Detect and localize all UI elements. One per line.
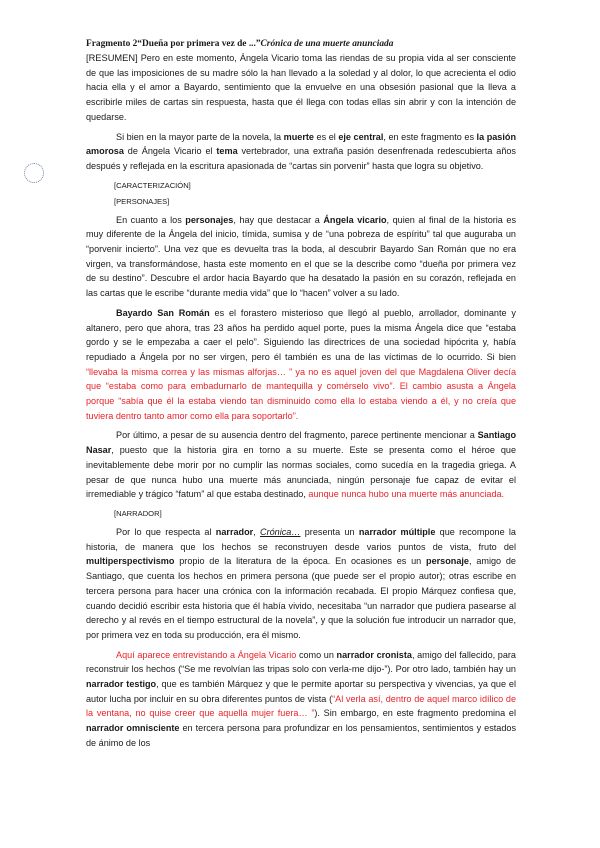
paragraph-personajes <box>86 213 516 301</box>
text-span: , que es también Márquez y que le permite aportar su perspectiva y vivencias, ya que el autor lucha por incluir en su obra diferentes puntos de vista ( <box>86 679 516 704</box>
text-span: vertebrador, una extraña pasión desenfrenada redescubierta años después y reflejada en la escritura apasionada de “cartas sin porvenir” hasta que logra su objetivo. <box>86 146 516 171</box>
text-span: en tercera persona para profundizar en los pensamientos, sentimientos y estados de ánimo de los <box>86 723 516 748</box>
paragraph-narrador <box>86 525 516 643</box>
bold-span: Santiago Nasar <box>86 430 516 456</box>
red-quote-span: “Al verla así, dentro de aquel marco idílico de la ventana, no quise creer que aquella mujer fuera… ” <box>86 693 516 719</box>
bold-span: narrador testigo <box>86 679 157 690</box>
text-span: presenta un <box>300 526 359 537</box>
text-span: que recompone la historia, de manera que los hechos se reconstruyen desde varios puntos de vista, fruto del <box>86 526 516 552</box>
bold-span: Ángela vicario <box>323 214 387 225</box>
paragraph-bayardo <box>86 306 516 424</box>
bold-span: multiperspectivismo <box>86 556 175 567</box>
label-resumen: [RESUMEN] <box>86 53 138 63</box>
text-span: Por lo que respecta al <box>116 526 216 537</box>
bold-span: narrador <box>215 526 254 537</box>
bold-span: narrador omnisciente <box>86 723 180 734</box>
text-span: , quien al final de la historia es muy diferente de la Ángela del inicio, tímida, sumisa y de “una pobreza de espíritu” tal que auguraba un “porvenir incierto”. Una vez que es devuelta tras la boda, al descubrir Bayardo San Román que no era virgen, va transformándose, hasta este momento en el que se la describe como “dueña por primera vez de su destino”. Descubre el ardor hacia Bayardo que ha desatado la pasión en su corazón, reflejada en las cartas que le escribe “durante media vida” que lo “hacen” volver a su lado. <box>86 214 517 299</box>
bold-span: personaje <box>426 556 469 567</box>
resumen-text: Pero en este momento, Ángela Vicario toma las riendas de su propia vida al ser consciente de que las imposiciones de su madre sólo la han llevado a la soledad y al dolor, lo que acrecienta el odio hacia ella y el amor a Bayardo, sentimiento que la envuelve en una obsesión pasional que la lleva a escribirle miles de cartas sin respuesta, hasta que él llega con todas ellas sin abrir y con la intención de quedarse. <box>86 53 516 122</box>
label-personajes: [PERSONAJES] <box>114 196 170 206</box>
bold-span: narrador múltiple <box>358 526 436 537</box>
text-span: propio de la literatura de la época. En ocasiones es un <box>174 556 427 567</box>
text-span: , amigo del fallecido, para reconstruir los hechos (“Se me revolvían las tripas solo con verla-me dijo-”). Por otro lado, también hay un <box>86 649 516 675</box>
bold-span: tema <box>216 146 238 157</box>
paragraph-cronista <box>86 648 516 751</box>
label-caracterizacion: [CARACTERIZACIÓN] <box>114 180 191 190</box>
text-span: es el forastero misterioso que llegó al pueblo, arrollador, dominante y altanero, pero que ahora, tras 23 años ha perdido aquel porte, pues la misma Ángela dice que “estaba gordo y se le empezaba a caer el pelo”. Siguiendo las directrices de una sociedad hipócrita y, había repudiado a Ángela por no ser virgen, pero él también es una de las víctimas de lo ocurrido. Si bien <box>86 307 516 362</box>
title-italic: Crónica de una muerte anunciada <box>260 39 394 49</box>
italic-title-span: Crónica… <box>260 526 301 537</box>
red-quote-span: aunque nunca hubo una muerte más anunciada. <box>308 489 505 500</box>
text-span: Si bien en la mayor parte de la novela, la <box>116 131 284 142</box>
text-span: En cuanto a los <box>116 214 186 225</box>
bold-span: muerte <box>283 131 314 142</box>
text-span: ). Sin embargo, en este fragmento predomina el <box>314 708 516 719</box>
text-span: es el <box>313 131 339 142</box>
paragraph-resumen <box>86 51 516 125</box>
bold-span: eje central <box>338 131 384 142</box>
text-span: , hay que destacar a <box>233 214 324 225</box>
red-quote-span: “llevaba la misma correa y las mismas alforjas… ” ya no es aquel joven del que Magdalena Oliver decía que “estaba como para embadurnarlo de mantequilla y comérselo vivo”. El cambio asusta a Ángela porque “sabía que él la estaba viendo tan disminuido como ella lo estaba viendo a él, y no creía que tuviera dentro tanto amor como ella para soportarlo”. <box>86 366 516 421</box>
text-span: como un <box>296 649 337 660</box>
text-span: , puesto que la historia gira en torno a su muerte. Este se presenta como el héroe que inevitablemente debe morir por no cumplir las normas sociales, como sucedía en la tragedia griega. A pesar de que nunca hubo una muerte más anunciada, ningún personaje fue capaz de evitar el irremediable y trágico “fatum” al que estaba destinado, <box>86 445 516 500</box>
comment-ring-icon <box>24 163 44 183</box>
document-page <box>86 38 516 751</box>
text-span: , amigo de Santiago, que cuenta los hechos en primera persona (que puede ser el propio autor); otras escribe en tercera persona para hacer una crónica con la información recabada. El propio Márquez confiesa que, cuando decidió escribir esta historia que él había vivido, necesitaba “un narrador que pudiera pasearse al derecho y al revés en el tiempo estructural de la novela”, y que la solución fue introducir un narrador que, por primera vez en toda su producción, era él mismo. <box>86 556 516 640</box>
bold-span: Bayardo San Román <box>116 307 210 318</box>
paragraph-santiago <box>86 428 516 502</box>
bold-span: la pasión amorosa <box>86 131 516 157</box>
text-span: , en este fragmento es <box>383 131 477 142</box>
bold-span: narrador cronista <box>336 649 412 660</box>
title-prefix: Fragmento 2“Dueña por primera vez de ...” <box>86 39 261 49</box>
label-narrador: [NARRADOR] <box>114 508 162 518</box>
red-quote-span: Aquí aparece entrevistando a Ángela Vicario <box>116 649 297 660</box>
text-span: de Ángela Vicario el <box>123 146 217 157</box>
document-title <box>86 38 516 51</box>
paragraph-tema <box>86 130 516 174</box>
text-span: Por último, a pesar de su ausencia dentro del fragmento, parece pertinente mencionar a <box>116 430 478 441</box>
text-span: , <box>253 526 261 537</box>
bold-span: personajes <box>185 214 234 225</box>
